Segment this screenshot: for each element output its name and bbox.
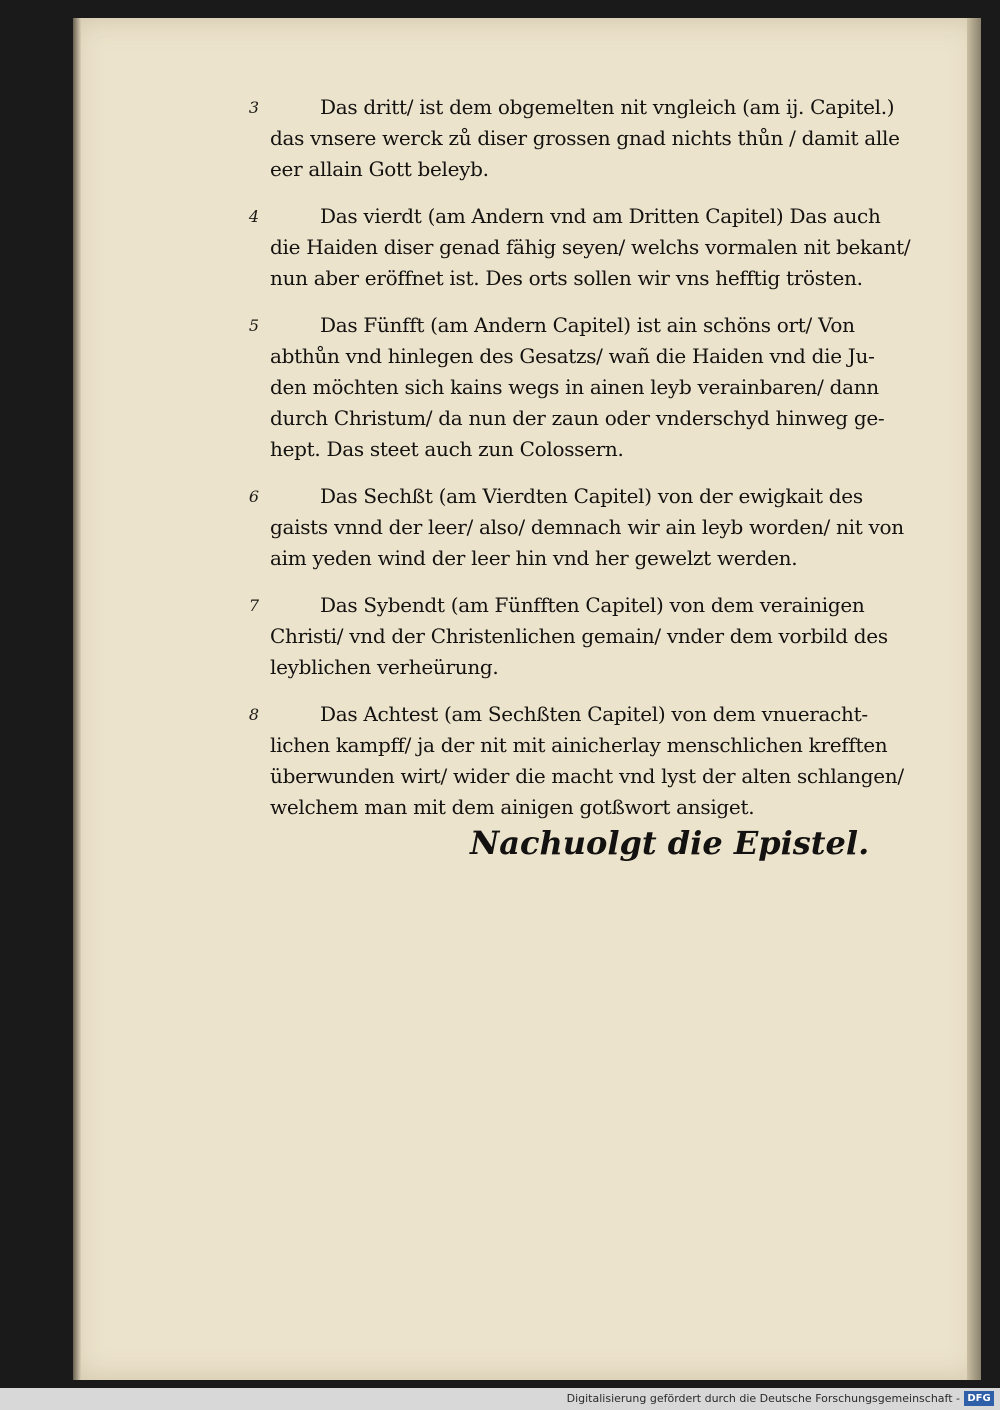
text-line: den möchten sich kains wegs in ainen leyb verainbaren/ dann [270, 375, 879, 399]
text-line: überwunden wirt/ wider die macht vnd lyst der alten schlangen/ [270, 764, 904, 788]
text-line: Christi/ vnd der Christenlichen gemain/ vnder dem vorbild des [270, 624, 888, 648]
paragraph-number: 7 [248, 596, 260, 615]
closing-heading: Nachuolgt die Epistel. [470, 824, 870, 862]
footer-credit: Digitalisierung gefördert durch die Deutsche Forschungsgemeinschaft - [566, 1392, 960, 1405]
text-line: durch Christum/ da nun der zaun oder vnderschyd hinweg ge- [270, 406, 885, 430]
text-line: eer allain Gott beleyb. [270, 157, 489, 181]
text-line: Das vierdt (am Andern vnd am Dritten Capitel) Das auch [320, 204, 881, 228]
text-line: welchem man mit dem ainigen gotßwort ansiget. [270, 795, 755, 819]
text-line: gaists vnnd der leer/ also/ demnach wir ain leyb worden/ nit von [270, 515, 904, 539]
text-line: lichen kampff/ ja der nit mit ainicherlay menschlichen krefften [270, 733, 888, 757]
text-line: das vnsere werck zů diser grossen gnad nichts thůn / damit alle [270, 126, 900, 150]
text-line: aim yeden wind der leer hin vnd her gewelzt werden. [270, 546, 798, 570]
paragraph-number: 8 [248, 705, 260, 724]
paragraph-item [248, 201, 970, 294]
paragraph-number: 4 [248, 207, 260, 226]
paragraph-item [248, 699, 970, 823]
text-line: nun aber eröffnet ist. Des orts sollen wir vns hefftig trösten. [270, 266, 863, 290]
text-line: hept. Das steet auch zun Colossern. [270, 437, 624, 461]
paragraph-item [248, 310, 970, 465]
page-gutter-shadow [73, 18, 81, 1380]
dfg-logo: DFG [964, 1391, 994, 1406]
paragraph-number: 6 [248, 487, 260, 506]
text-line: leyblichen verheürung. [270, 655, 499, 679]
paragraph-item [248, 481, 970, 574]
text-line: Das Fünfft (am Andern Capitel) ist ain schöns ort/ Von [320, 313, 855, 337]
text-line: Das Achtest (am Sechßten Capitel) von dem vnueracht- [320, 702, 868, 726]
text-line: Das Sechßt (am Vierdten Capitel) von der ewigkait des [320, 484, 863, 508]
text-block [248, 92, 970, 839]
paragraph-item [248, 92, 970, 185]
text-line: die Haiden diser genad fähig seyen/ welchs vormalen nit bekant/ [270, 235, 911, 259]
paragraph-number: 5 [248, 316, 260, 335]
text-line: abthůn vnd hinlegen des Gesatzs/ wañ die Haiden vnd die Ju- [270, 344, 875, 368]
text-line: Das dritt/ ist dem obgemelten nit vngleich (am ij. Capitel.) [320, 95, 895, 119]
text-line: Das Sybendt (am Fünfften Capitel) von dem verainigen [320, 593, 865, 617]
paragraph-item [248, 590, 970, 683]
paragraph-number: 3 [248, 98, 260, 117]
